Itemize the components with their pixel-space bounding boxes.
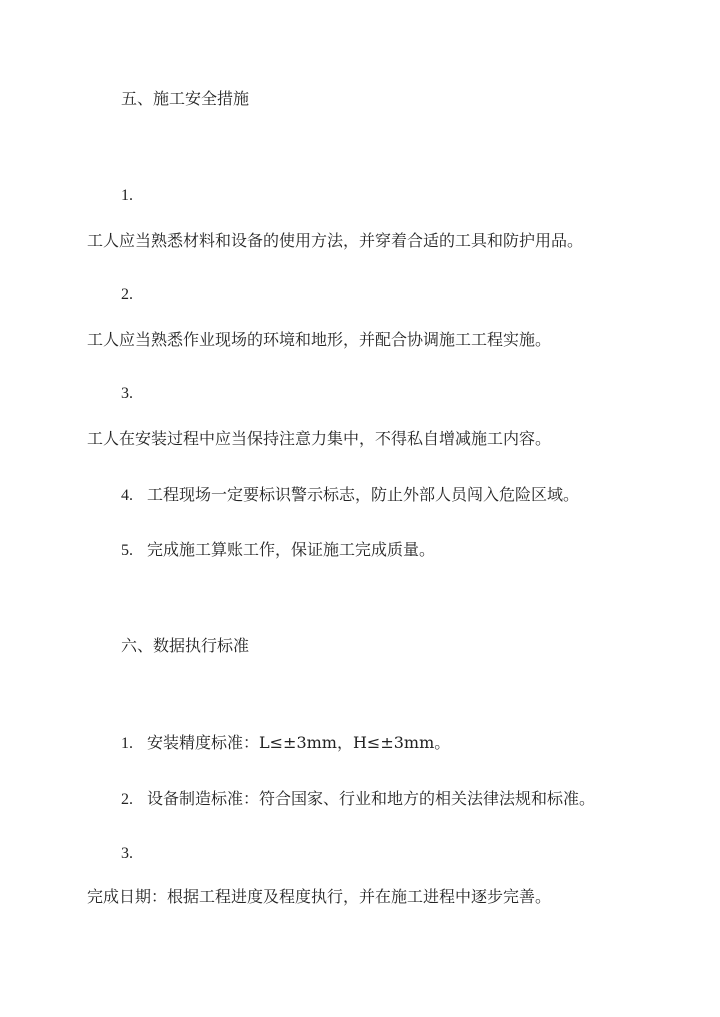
section-heading-safety: 五、施工安全措施 xyxy=(121,89,250,108)
list-item-number: 3. xyxy=(121,845,133,862)
list-item xyxy=(121,733,450,754)
section-heading-standards: 六、数据执行标准 xyxy=(121,636,250,655)
list-item-text: 工程现场一定要标识警示标志，防止外部人员闯入危险区域。 xyxy=(147,485,580,504)
list-item-number: 2. xyxy=(121,286,133,303)
list-item-number: 4. xyxy=(121,487,133,504)
list-item xyxy=(121,485,579,506)
list-item-number: 2. xyxy=(121,791,133,808)
list-item-text: 工人在安装过程中应当保持注意力集中，不得私自增减施工内容。 xyxy=(87,429,552,448)
list-item-text: 完成施工算账工作，保证施工完成质量。 xyxy=(147,540,436,559)
list-item xyxy=(121,540,435,561)
list-item-text: 工人应当熟悉材料和设备的使用方法，并穿着合适的工具和防护用品。 xyxy=(87,231,584,250)
list-item-text: 工人应当熟悉作业现场的环境和地形，并配合协调施工工程实施。 xyxy=(87,330,552,349)
list-item-text: 安装精度标准：L≤±3mm，H≤±3mm。 xyxy=(147,733,451,752)
list-item-number: 1. xyxy=(121,187,133,204)
list-item-text: 完成日期：根据工程进度及程度执行，并在施工进程中逐步完善。 xyxy=(87,887,552,906)
list-item xyxy=(121,789,595,810)
list-item-number: 3. xyxy=(121,385,133,402)
list-item-number: 5. xyxy=(121,542,133,559)
list-item-number: 1. xyxy=(121,735,133,752)
list-item-text: 设备制造标准：符合国家、行业和地方的相关法律法规和标准。 xyxy=(147,789,596,808)
